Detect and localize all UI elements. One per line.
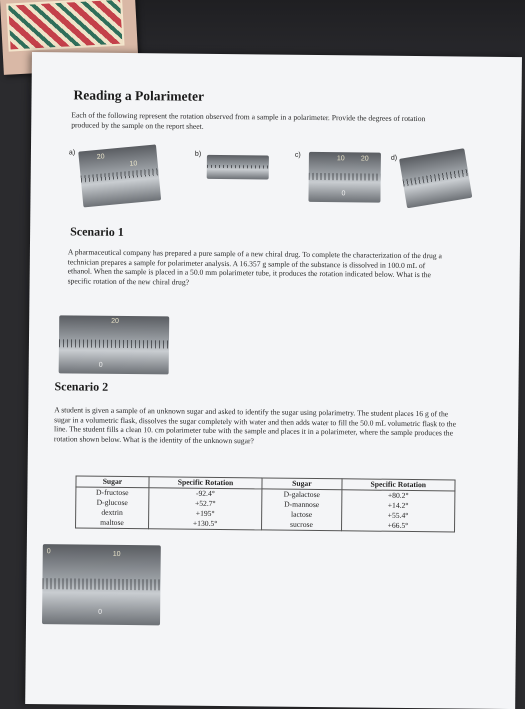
- scale-number: 20: [360, 155, 369, 163]
- rotation-value: +195°: [195, 508, 215, 518]
- scale-ticks: [59, 340, 169, 349]
- image-label-a: a): [68, 149, 76, 157]
- sugar-rotation-table: [75, 475, 456, 532]
- image-label-d: d): [390, 154, 398, 162]
- table-cell: [76, 487, 149, 529]
- scale-number: 20: [96, 153, 105, 161]
- sugar-name: D-galactose: [283, 489, 320, 500]
- sugar-name: D-fructose: [96, 487, 129, 498]
- scale-number: 0: [98, 361, 103, 369]
- scale-number: 0: [341, 190, 346, 198]
- image-label-b: b): [194, 150, 202, 158]
- scale-number: 20: [111, 317, 120, 325]
- table-cell: [148, 488, 262, 530]
- page-title: Reading a Polarimeter: [73, 87, 205, 104]
- scenario-1-heading: Scenario 1: [70, 224, 124, 239]
- sugar-name: dextrin: [101, 507, 123, 517]
- sugar-name: lactose: [290, 509, 313, 519]
- polarimeter-image-row: [68, 147, 469, 211]
- table-header: Sugar: [76, 476, 149, 488]
- table-header: Specific Rotation: [342, 479, 455, 491]
- scale-number: 0: [46, 548, 51, 556]
- polarimeter-image-d: [399, 148, 472, 208]
- scale-number: 10: [112, 550, 121, 558]
- sugar-name: sucrose: [290, 519, 313, 529]
- scale-ticks: [309, 173, 381, 181]
- rotation-value: +52.7°: [194, 498, 216, 508]
- worksheet-page: [25, 52, 522, 709]
- table-cell: [341, 490, 455, 532]
- scenario-2-heading: Scenario 2: [54, 379, 109, 394]
- polarimeter-image-b: [207, 155, 269, 180]
- sugar-name: D-glucose: [96, 497, 128, 508]
- table-row: [76, 487, 455, 532]
- rotation-value: -92.4°: [195, 488, 215, 498]
- scale-ticks: [80, 168, 158, 183]
- intro-text: Each of the following represent the rotation observed from a sample in a polarimeter. Provide the degrees of rotation produced by the sample on the report sheet.: [71, 110, 426, 131]
- sugar-name: maltose: [100, 517, 124, 527]
- table-cell: [262, 489, 342, 531]
- scale-ticks: [207, 165, 269, 169]
- scenario-1-text: A pharmaceutical company has prepared a pure sample of a new chiral drug. To complete the characterization of the drug a technician prepares a sample for polarimeter analysis. A 16.357 g sample of the substance is dissolved in 100.0 mL of ethanol. When the sample is placed in a 50.0 mm polarimeter tube, it produces the rotation indicated below. What is the specific rotation of the new chiral drug?: [67, 247, 442, 287]
- scale-ticks: [42, 578, 160, 590]
- image-label-c: c): [294, 151, 301, 159]
- polarimeter-image-c: [308, 152, 381, 203]
- scale-number: 0: [98, 608, 103, 616]
- scale-number: 10: [129, 160, 138, 168]
- polarimeter-image-a: [78, 144, 161, 207]
- scenario-2-text: A student is given a sample of an unknown sugar and asked to identify the sugar using polarimetry. The student places 16 g of the sugar in a volumetric flask, dissolves the sugar completely with water and then adds water to fill the 50.0 mL volumetric flask to the line. The student fills a clean 10. cm polarimeter tube with the sample and places it in a polarimeter, where the sample produces the rotation shown below. What is the identity of the unknown sugar?: [53, 405, 457, 446]
- scenario-1-polarimeter-image: [59, 315, 170, 374]
- table-header: Sugar: [262, 478, 342, 490]
- book-pattern: [6, 0, 124, 52]
- scale-number: 10: [336, 155, 345, 163]
- rotation-value: +130.5°: [192, 518, 218, 528]
- sugar-name: D-mannose: [284, 499, 320, 510]
- scenario-2-polarimeter-image: [42, 544, 161, 625]
- scale-ticks: [402, 169, 468, 187]
- table-header: Specific Rotation: [149, 477, 262, 489]
- rotation-value: +14.2°: [387, 500, 409, 510]
- rotation-value: +66.5°: [387, 520, 409, 530]
- rotation-value: +55.4°: [387, 510, 409, 520]
- rotation-value: +80.2°: [387, 490, 409, 500]
